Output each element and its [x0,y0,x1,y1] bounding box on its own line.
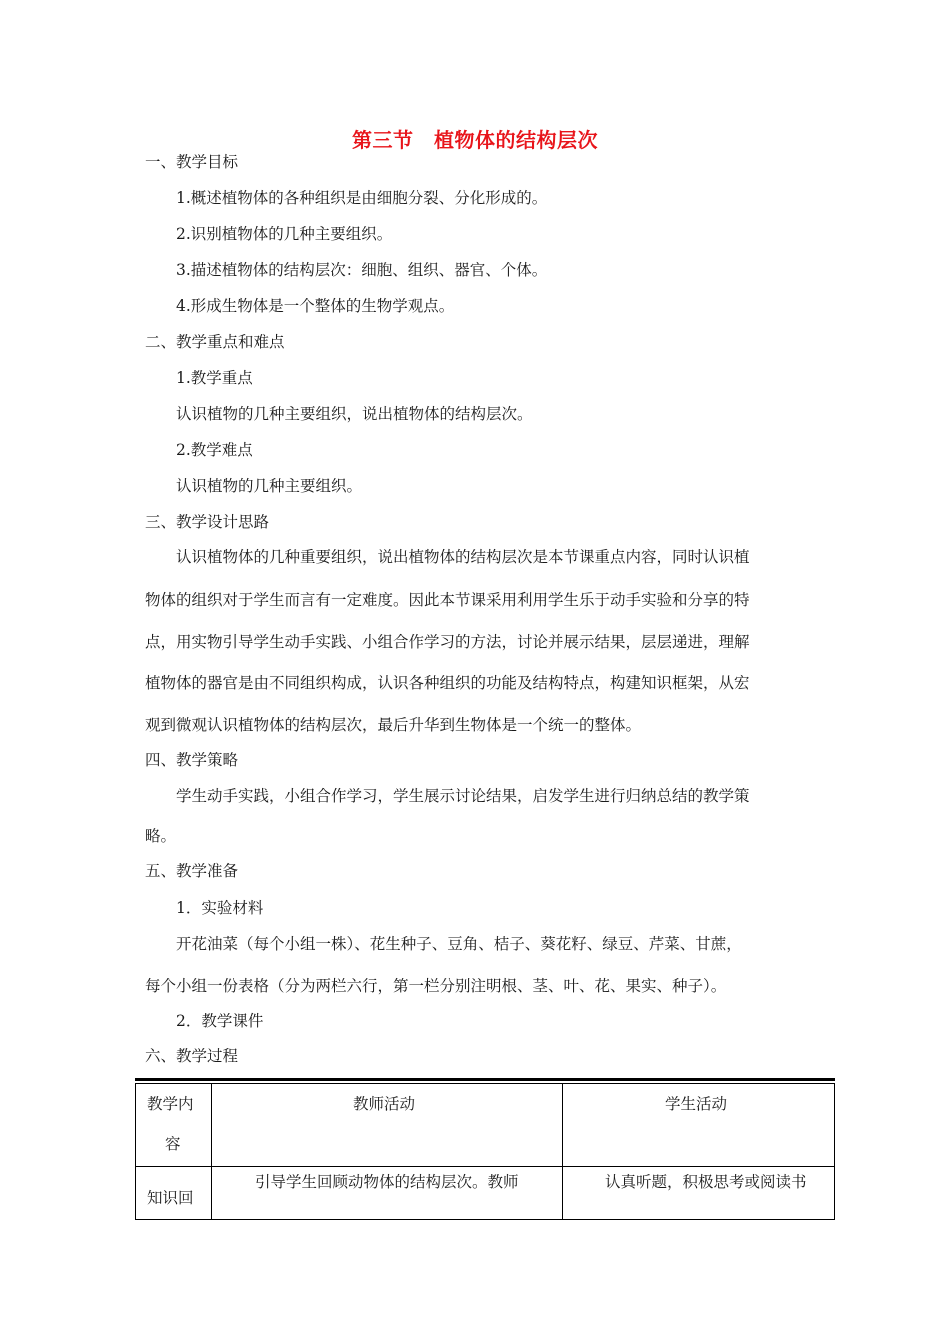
paragraph-line: 开花油菜（每个小组一株）、花生种子、豆角、桔子、葵花籽、绿豆、芹菜、甘蔗， [176,935,742,953]
paragraph-line: 植物体的器官是由不同组织构成，认识各种组织的功能及结构特点，构建知识框架，从宏 [145,674,750,692]
paragraph-line: 观到微观认识植物体的结构层次，最后升华到生物体是一个统一的整体。 [145,716,642,734]
paragraph-line: 学生动手实践，小组合作学习，学生展示讨论结果，启发学生进行归纳总结的教学策 [176,787,750,805]
paragraph-line: 物体的组织对于学生而言有一定难度。因此本节课采用利用学生乐于动手实验和分享的特 [145,591,750,609]
section-heading-process: 六、教学过程 [145,1047,239,1065]
key-point-label: 1.教学重点 [176,369,253,387]
objective-item: 3.描述植物体的结构层次：细胞、组织、器官、个体。 [176,261,548,279]
table-row-content: 知识回 [147,1189,194,1207]
table-bottom-rule [135,1219,835,1220]
paragraph-line: 略。 [145,827,177,845]
table-row-teacher: 引导学生回顾动物体的结构层次。教师 [255,1173,519,1191]
difficulty-label: 2.教学难点 [176,441,253,459]
table-row-divider [135,1166,835,1167]
table-header-teacher: 教师活动 [353,1095,416,1113]
difficulty-text: 认识植物的几种主要组织。 [176,477,363,495]
table-top-rule-thin [135,1083,835,1084]
key-point-text: 认识植物的几种主要组织，说出植物体的结构层次。 [176,405,533,423]
section-heading-strategy: 四、教学策略 [145,751,239,769]
table-top-rule [135,1078,835,1081]
table-header-student: 学生活动 [665,1095,728,1113]
table-border [834,1083,835,1219]
section-heading-preparation: 五、教学准备 [145,862,239,880]
table-header-content: 教学内 [147,1095,194,1113]
table-header-content-cont: 容 [165,1135,181,1153]
section-heading-objectives: 一、教学目标 [145,153,239,171]
paragraph-line: 认识植物体的几种重要组织，说出植物体的结构层次是本节课重点内容，同时认识植 [176,548,750,566]
section-heading-key-points: 二、教学重点和难点 [145,333,285,351]
materials-label: 1．实验材料 [176,899,264,917]
objective-item: 1.概述植物体的各种组织是由细胞分裂、分化形成的。 [176,189,548,207]
courseware-label: 2．教学课件 [176,1012,264,1030]
objective-item: 4.形成生物体是一个整体的生物学观点。 [176,297,455,315]
table-row-student: 认真听题，积极思考或阅读书 [605,1173,807,1191]
table-divider [562,1083,563,1219]
objective-item: 2.识别植物体的几种主要组织。 [176,225,393,243]
paragraph-line: 点，用实物引导学生动手实践、小组合作学习的方法，讨论并展示结果，层层递进，理解 [145,633,750,651]
table-border [135,1083,136,1219]
section-heading-design: 三、教学设计思路 [145,513,270,531]
table-divider [211,1083,212,1219]
paragraph-line: 每个小组一份表格（分为两栏六行，第一栏分别注明根、茎、叶、花、果实、种子）。 [145,977,727,995]
page-title: 第三节 植物体的结构层次 [352,128,598,152]
